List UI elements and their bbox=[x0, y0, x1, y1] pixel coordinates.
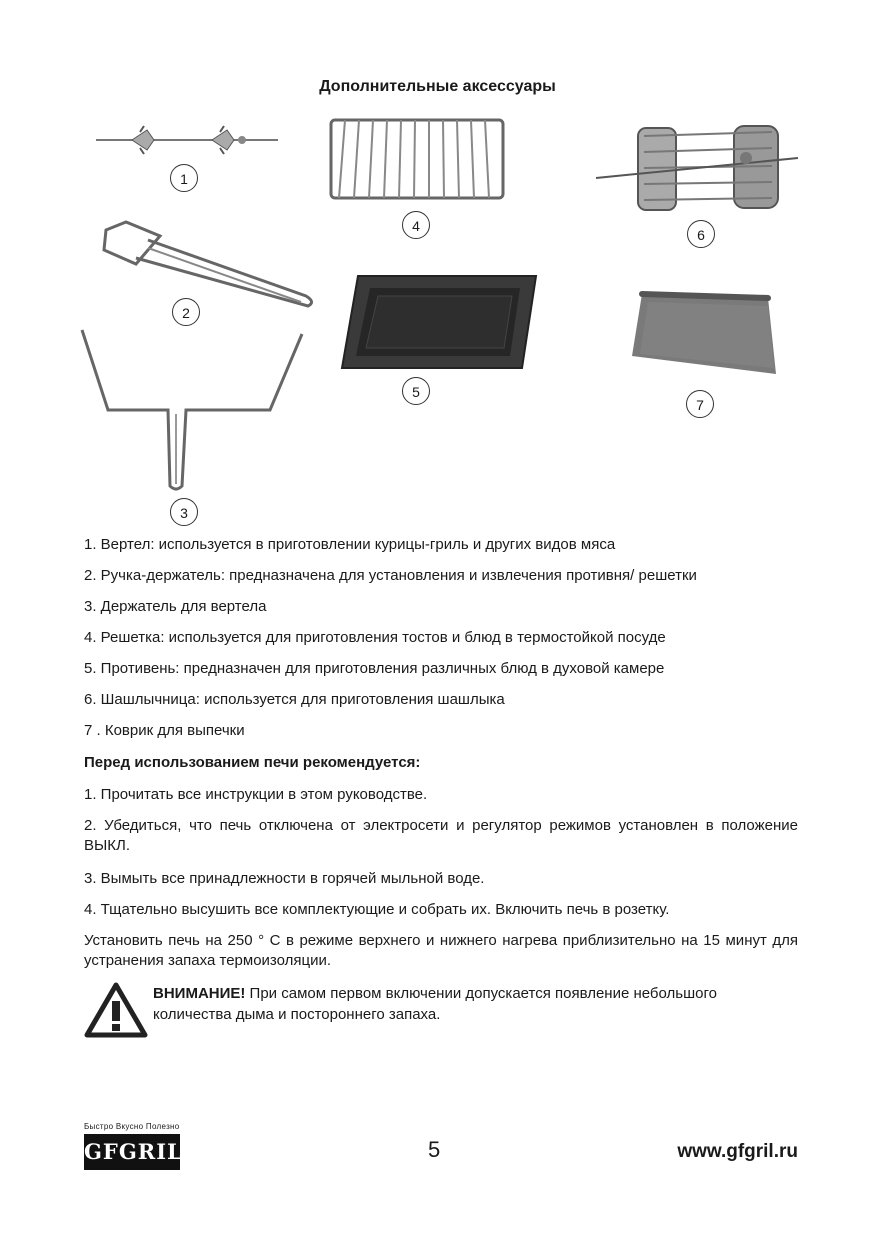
spit-image bbox=[92, 122, 282, 158]
list-item: 7 . Коврик для выпечки bbox=[84, 722, 245, 739]
baking-mat-image bbox=[628, 288, 782, 378]
preheat-paragraph: Установить печь на 250 ° С в режиме верхнего и нижнего нагрева приблизительно на 15 минут для устранения запаха термоизоляции. bbox=[84, 932, 798, 969]
list-item: 2. Ручка-держатель: предназначена для установления и извлечения противня/ решетки bbox=[84, 567, 697, 584]
page-title: Дополнительные аксессуары bbox=[319, 78, 556, 95]
list-item: 6. Шашлычница: используется для приготовления шашлыка bbox=[84, 691, 505, 708]
list-item: 1. Прочитать все инструкции в этом руководстве. bbox=[84, 786, 428, 803]
before-use-heading: Перед использованием печи рекомендуется: bbox=[84, 754, 421, 771]
accessory-number-6: 6 bbox=[687, 220, 715, 248]
tray-handle-image bbox=[96, 218, 320, 310]
accessory-list bbox=[84, 535, 798, 752]
baking-tray-image bbox=[338, 270, 542, 374]
warning-icon bbox=[83, 981, 149, 1039]
list-item: 5. Противень: предназначен для приготовления различных блюд в духовой камере bbox=[84, 660, 665, 677]
steps-list bbox=[84, 785, 798, 931]
brand-tagline: Быстро Вкусно Полезно bbox=[84, 1122, 180, 1131]
accessory-number-4: 4 bbox=[402, 211, 430, 239]
list-item: 4. Решетка: используется для приготовления тостов и блюд в термостойкой посуде bbox=[84, 629, 666, 646]
warning-notice bbox=[153, 983, 798, 1025]
list-item: 2. Убедиться, что печь отключена от электросети и регулятор режимов установлен в положение ВЫКЛ. bbox=[84, 817, 798, 854]
brand-logo: GFGRIL bbox=[84, 1134, 180, 1170]
website-link[interactable]: www.gfgril.ru bbox=[677, 1141, 798, 1162]
accessory-number-5: 5 bbox=[402, 377, 430, 405]
kebab-rotisserie-image bbox=[594, 118, 800, 220]
accessory-number-2: 2 bbox=[172, 298, 200, 326]
list-item: 4. Тщательно высушить все комплектующие и собрать их. Включить печь в розетку. bbox=[84, 901, 670, 918]
list-item: 3. Вымыть все принадлежности в горячей мыльной воде. bbox=[84, 870, 485, 887]
list-item: 3. Держатель для вертела bbox=[84, 598, 267, 615]
grill-rack-image bbox=[325, 114, 509, 204]
page-number: 5 bbox=[428, 1137, 441, 1162]
accessory-number-1: 1 bbox=[170, 164, 198, 192]
accessory-number-3: 3 bbox=[170, 498, 198, 526]
warning-label: ВНИМАНИЕ! bbox=[153, 985, 246, 1002]
spit-holder-image bbox=[76, 326, 308, 496]
warning-text: При самом первом включении допускается появление небольшого количества дыма и постороннего запаха. bbox=[153, 985, 717, 1023]
list-item: 1. Вертел: используется в приготовлении курицы-гриль и других видов мяса bbox=[84, 536, 616, 553]
accessory-number-7: 7 bbox=[686, 390, 714, 418]
